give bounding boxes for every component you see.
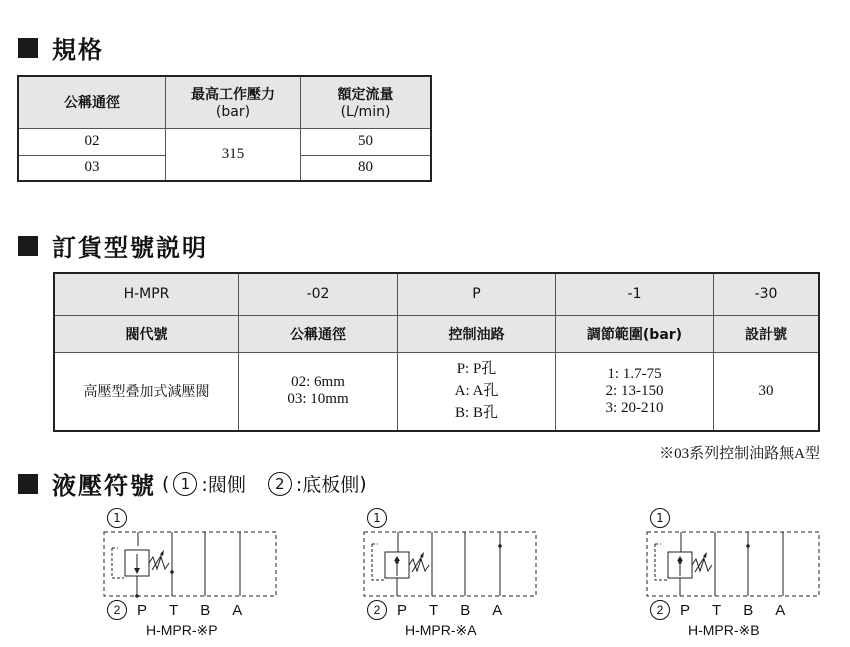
- order-label-cell: 控制油路: [398, 315, 556, 352]
- order-code-cell: -30: [714, 273, 820, 315]
- square-bullet-icon: [18, 474, 38, 494]
- order-ranges-cell: 1: 1.7-75 2: 13-150 3: 20-210: [556, 352, 714, 431]
- spec-table: [17, 75, 432, 182]
- circle-1-icon: 1: [173, 472, 197, 496]
- spec-section-title: 規格: [18, 30, 104, 65]
- order-code-cell: -02: [239, 273, 398, 315]
- order-label-cell: 閥代號: [54, 315, 239, 352]
- hydraulic-symbol-b: [643, 528, 823, 600]
- order-desc-cell: 高壓型叠加式減壓閥: [54, 352, 239, 431]
- ports-row: 2 P T B A: [367, 600, 524, 620]
- order-table: [53, 272, 820, 432]
- diagram-label: H-MPR-※A: [405, 622, 477, 638]
- spec-flow-cell: 50: [301, 128, 432, 155]
- spec-pressure-cell: 315: [166, 128, 301, 181]
- order-sizes-cell: 02: 6mm 03: 10mm: [239, 352, 398, 431]
- ports-row: 2 P T B A: [650, 600, 807, 620]
- square-bullet-icon: [18, 236, 38, 256]
- order-label-cell: 調節範圍(bar): [556, 315, 714, 352]
- square-bullet-icon: [18, 38, 38, 58]
- order-label-cell: 設計號: [714, 315, 820, 352]
- symbol-section-title: 液壓符號 ( 1 :閥側 2 :底板側 ): [18, 466, 367, 501]
- circle-1-icon: 1: [367, 508, 387, 528]
- spec-size-cell: 02: [18, 128, 166, 155]
- circle-2-icon: 2: [650, 600, 670, 620]
- hydraulic-symbol-a: [360, 528, 540, 600]
- circle-1-icon: 1: [107, 508, 127, 528]
- spec-header-pressure: 最高工作壓力 (bar): [166, 76, 301, 128]
- order-label-cell: 公稱通徑: [239, 315, 398, 352]
- order-note: ※03系列控制油路無A型: [659, 446, 820, 462]
- order-code-cell: P: [398, 273, 556, 315]
- spec-header-size: 公稱通徑: [18, 76, 166, 128]
- order-section-title: 訂貨型號説明: [18, 228, 208, 263]
- order-code-cell: -1: [556, 273, 714, 315]
- circle-2-icon: 2: [268, 472, 292, 496]
- ports-row: 2 P T B A: [107, 600, 264, 620]
- order-circuits-cell: P: P孔 A: A孔 B: B孔: [398, 352, 556, 431]
- diagram-label: H-MPR-※B: [688, 622, 760, 638]
- circle-2-icon: 2: [107, 600, 127, 620]
- circle-2-icon: 2: [367, 600, 387, 620]
- symbol-legend: ( 1 :閥側 2 :底板側 ): [162, 472, 367, 496]
- spec-header-flow: 額定流量 (L/min): [301, 76, 432, 128]
- order-design-cell: 30: [714, 352, 820, 431]
- spec-size-cell: 03: [18, 155, 166, 181]
- order-code-cell: H-MPR: [54, 273, 239, 315]
- hydraulic-symbol-p: [100, 528, 280, 600]
- circle-1-icon: 1: [650, 508, 670, 528]
- spec-flow-cell: 80: [301, 155, 432, 181]
- diagram-label: H-MPR-※P: [146, 622, 218, 638]
